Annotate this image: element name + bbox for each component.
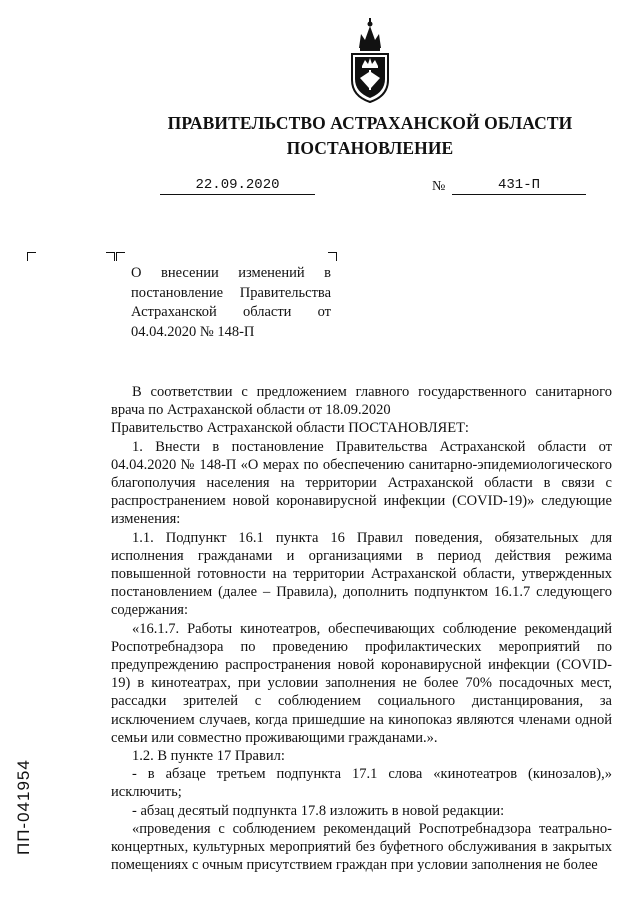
corner-mark	[328, 252, 337, 261]
document-type: ПОСТАНОВЛЕНИЕ	[286, 138, 454, 158]
form-serial-stamp: ПП-041954	[14, 759, 33, 855]
paragraph-quote-new: «проведения с соблюдением рекомендаций Роспотребнадзора театрально-концертных, культурных мероприятий без буфетного обслуживания в закрытых помещениях с очным присутствием граждан при условии заполнения не более	[111, 820, 612, 874]
document-number: 431-П	[452, 177, 586, 195]
corner-mark	[27, 252, 36, 261]
document-subject	[131, 264, 331, 342]
paragraph-preamble: В соответствии с предложением главного государственного санитарного врача по Астраханской области от 18.09.2020	[111, 384, 612, 419]
organization-title: ПРАВИТЕЛЬСТВО АСТРАХАНСКОЙ ОБЛАСТИ	[167, 113, 573, 133]
document-body	[111, 383, 612, 874]
document-date: 22.09.2020	[160, 177, 315, 195]
paragraph-item-1-1: 1.1. Подпункт 16.1 пункта 16 Правил поведения, обязательных для исполнения гражданами и организациями в период действия режима повышенной готовности на территории Астраханской области, утвержденных постановлением (далее – Правила), дополнить подпунктом 16.1.7 следующего содержания:	[111, 529, 612, 619]
paragraph-item-1: 1. Внести в постановление Правительства Астраханской области от 04.04.2020 № 148-П «О мерах по обеспечению санитарно-эпидемиологического благополучия населения на территории Астраханской области в связи с распространением новой коронавирусной инфекции (COVID-19)» следующие изменения:	[111, 438, 612, 528]
corner-mark	[116, 252, 125, 261]
paragraph-dash-2: - абзац десятый подпункта 17.8 изложить в новой редакции:	[132, 802, 505, 819]
corner-mark	[106, 252, 115, 261]
paragraph-dash-1: - в абзаце третьем подпункта 17.1 слова «кинотеатров (кинозалов),» исключить;	[111, 766, 612, 801]
paragraph-item-1-2: 1.2. В пункте 17 Правил:	[132, 748, 285, 765]
subject-line: О внесении изменений в	[131, 265, 331, 281]
paragraph-quote-16-1-7: «16.1.7. Работы кинотеатров, обеспечивающих соблюдение рекомендаций Роспотребнадзора по проведению профилактических мероприятий по предупреждению распространения новой коронавирусной инфекции (COVID-19) в кинотеатрах, при условии заполнения не более 70% посадочных мест, рассадки зрителей с соблюдением социального дистанцирования, за исключением случаев, когда пришедшие на кинопоказ являются членами одной семьи или совместно проживающими гражданами.».	[111, 620, 612, 746]
subject-line: постановление Правительства	[131, 284, 331, 301]
number-label: №	[432, 179, 446, 194]
paragraph-resolves: Правительство Астраханской области ПОСТАНОВЛЯЕТ:	[111, 420, 469, 437]
coat-of-arms-icon	[338, 18, 402, 106]
subject-line: Астраханской области от	[131, 304, 331, 320]
subject-line: 04.04.2020 № 148-П	[131, 323, 255, 340]
